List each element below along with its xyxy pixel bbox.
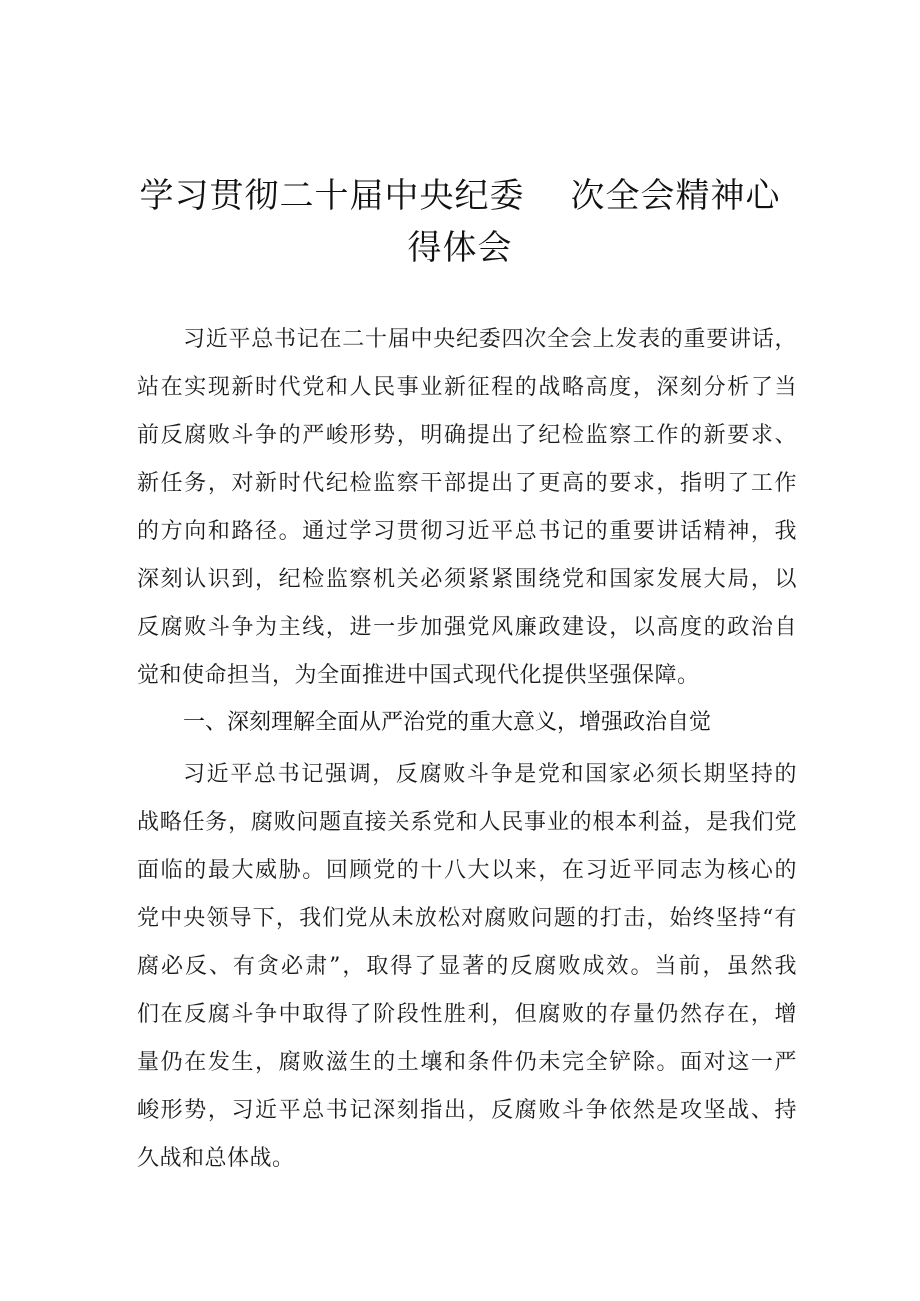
paragraph-line: 新任务，对新时代纪检监察干部提出了更高的要求，指明了工作 — [137, 471, 797, 496]
paragraph-line: 习近平总书记强调，反腐败斗争是党和国家必须长期坚持的 — [183, 762, 797, 787]
paragraph-line: 深刻认识到，纪检监察机关必须紧紧围绕党和国家发展大局，以 — [137, 567, 797, 592]
paragraph-line: 量仍在发生，腐败滋生的土壤和条件仍未完全铲除。面对这一严 — [137, 1050, 797, 1075]
paragraph-line: 面临的最大威胁。回顾党的十八大以来，在习近平同志为核心的 — [137, 858, 797, 883]
paragraph-line: 前反腐败斗争的严峻形势，明确提出了纪检监察工作的新要求、 — [137, 423, 797, 448]
paragraph-line: 反腐败斗争为主线，进一步加强党风廉政建设，以高度的政治自 — [137, 615, 797, 640]
section-heading-1: 一、深刻理解全面从严治党的重大意义，增强政治自觉 — [183, 710, 712, 735]
paragraph-line: 腐必反、有贪必肃”，取得了显著的反腐败成效。当前，虽然我 — [137, 954, 797, 979]
title-part-a: 学习贯彻二十届中央纪委 — [139, 176, 525, 216]
paragraph-line: 峻形势，习近平总书记深刻指出，反腐败斗争依然是攻坚战、持 — [137, 1098, 797, 1123]
paragraph-section-1 — [137, 751, 797, 1183]
paragraph-intro — [137, 316, 797, 700]
paragraph-line: 站在实现新时代党和人民事业新征程的战略高度，深刻分析了当 — [137, 375, 797, 400]
paragraph-line: 们在反腐斗争中取得了阶段性胜利，但腐败的存量仍然存在，增 — [137, 1002, 797, 1027]
paragraph-line: 觉和使命担当，为全面推进中国式现代化提供坚强保障。 — [137, 663, 700, 688]
document-title-line-1 — [90, 170, 830, 222]
paragraph-line: 党中央领导下，我们党从未放松对腐败问题的打击，始终坚持“有 — [137, 906, 797, 931]
paragraph-line: 的方向和路径。通过学习贯彻习近平总书记的重要讲话精神，我 — [137, 519, 797, 544]
document-title-line-2: 得体会 — [407, 228, 513, 268]
title-part-b: 次全会精神心 — [570, 176, 781, 216]
paragraph-line: 习近平总书记在二十届中央纪委四次全会上发表的重要讲话， — [183, 327, 797, 352]
paragraph-line: 久战和总体战。 — [137, 1146, 295, 1171]
paragraph-line: 战略任务，腐败问题直接关系党和人民事业的根本利益，是我们党 — [137, 810, 797, 835]
